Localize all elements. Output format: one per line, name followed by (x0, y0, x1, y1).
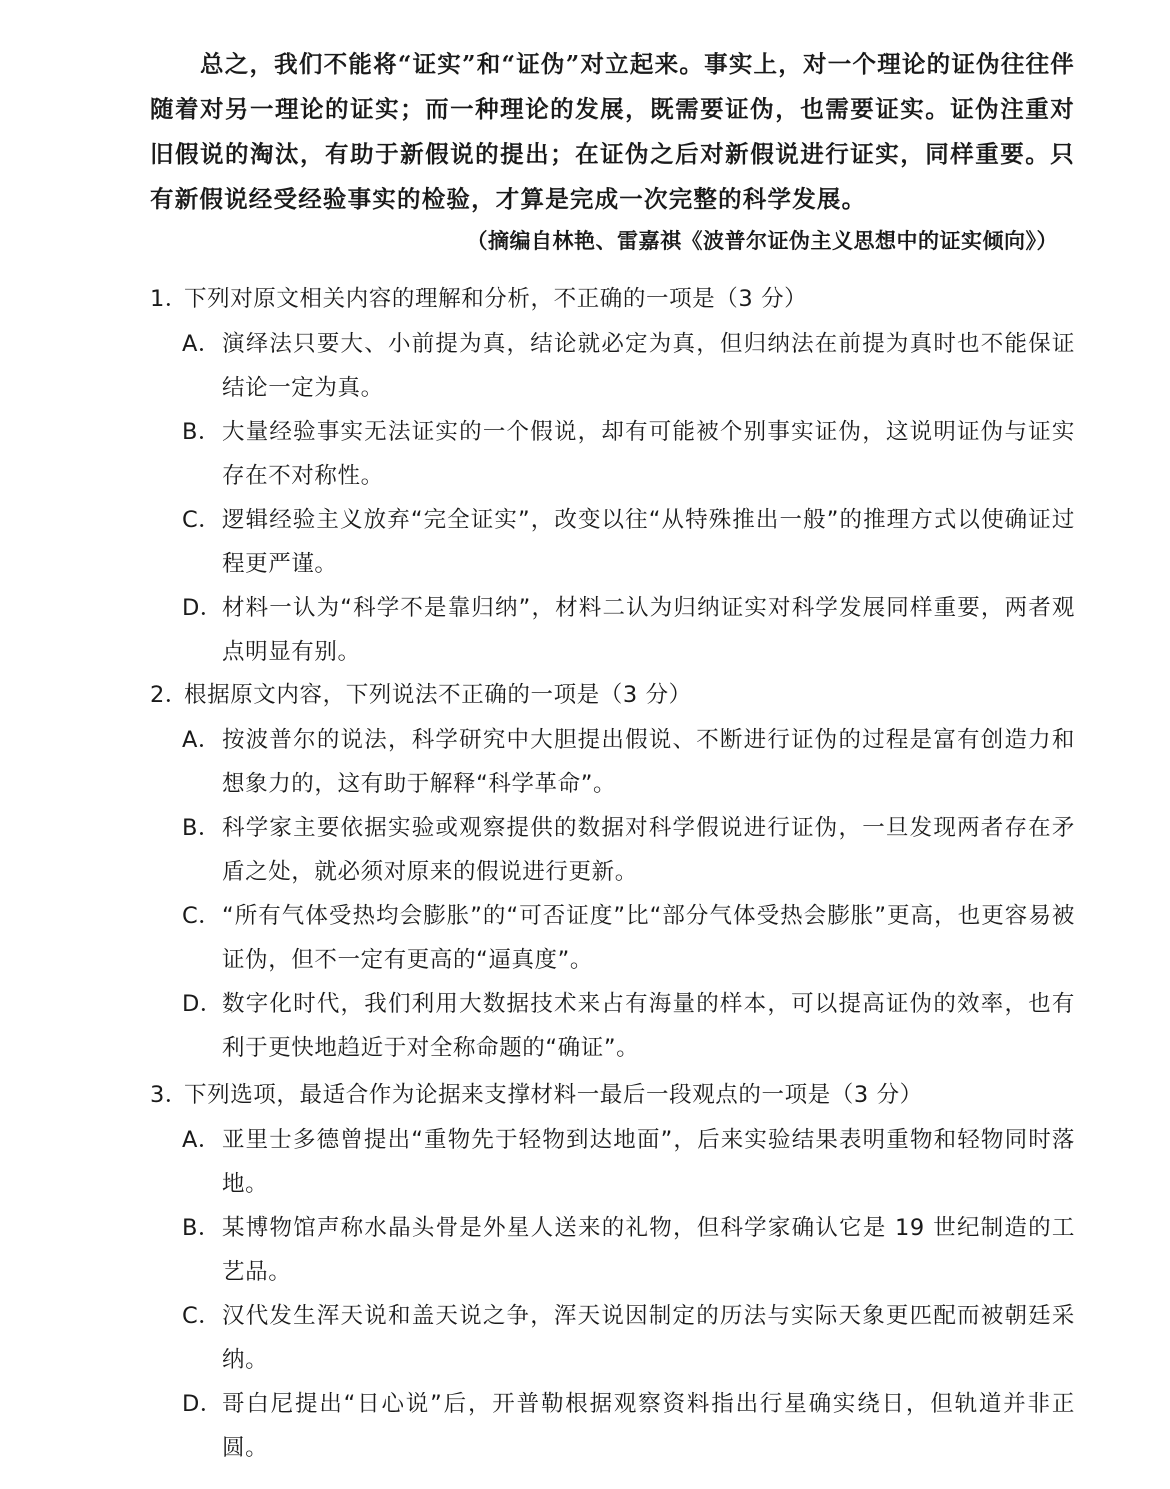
question-stem (150, 284, 1075, 314)
option-text: 数字化时代，我们利用大数据技术来占有海量的样本，可以提高证伪的效率，也有利于更快地趋近于对全称命题的“确证”。 (222, 991, 1075, 1061)
option-text: 材料一认为“科学不是靠归纳”，材料二认为归纳证实对科学发展同样重要，两者观点明显有别。 (222, 595, 1075, 665)
option-c[interactable] (182, 1294, 1075, 1382)
option-a[interactable] (182, 1118, 1075, 1206)
option-text: 大量经验事实无法证实的一个假说，却有可能被个别事实证伪，这说明证伪与证实存在不对称性。 (222, 419, 1075, 489)
question-stem (150, 1080, 1075, 1110)
option-text: 按波普尔的说法，科学研究中大胆提出假说、不断进行证伪的过程是富有创造力和想象力的，这有助于解释“科学革命”。 (222, 727, 1075, 797)
passage-paragraph: 总之，我们不能将“证实”和“证伪”对立起来。事实上，对一个理论的证伪往往伴随着对另一理论的证实；而一种理论的发展，既需要证伪，也需要证实。证伪注重对旧假说的淘汰，有助于新假说的提出；在证伪之后对新假说进行证实，同样重要。只有新假说经受经验事实的检验，才算是完成一次完整的科学发展。 (150, 50, 1075, 213)
question-2 (150, 680, 1075, 1070)
question-number: 3． (150, 1082, 189, 1108)
option-d[interactable] (182, 586, 1075, 674)
question-stem (150, 680, 1075, 710)
option-label: A． (182, 727, 222, 753)
option-text: 亚里士多德曾提出“重物先于轻物到达地面”，后来实验结果表明重物和轻物同时落地。 (222, 1127, 1075, 1197)
option-a[interactable] (182, 718, 1075, 806)
option-label: B． (182, 815, 222, 841)
option-label: B． (182, 1215, 222, 1241)
question-3 (150, 1080, 1075, 1470)
option-text: 某博物馆声称水晶头骨是外星人送来的礼物，但科学家确认它是 19 世纪制造的工艺品。 (222, 1215, 1075, 1285)
option-label: D． (182, 991, 224, 1017)
option-label: C． (182, 507, 222, 533)
option-label: D． (182, 1391, 224, 1417)
option-label: A． (182, 331, 222, 357)
question-text: 下列对原文相关内容的理解和分析，不正确的一项是（3 分） (184, 286, 808, 312)
question-text: 下列选项，最适合作为论据来支撑材料一最后一段观点的一项是（3 分） (184, 1082, 923, 1108)
option-label: C． (182, 903, 222, 929)
question-1 (150, 284, 1075, 674)
option-label: C． (182, 1303, 222, 1329)
question-text: 根据原文内容，下列说法不正确的一项是（3 分） (184, 682, 692, 708)
option-label: B． (182, 419, 222, 445)
option-c[interactable] (182, 498, 1075, 586)
option-text: 逻辑经验主义放弃“完全证实”，改变以往“从特殊推出一般”的推理方式以使确证过程更严谨。 (222, 507, 1075, 577)
option-b[interactable] (182, 1206, 1075, 1294)
option-text: 汉代发生浑天说和盖天说之争，浑天说因制定的历法与实际天象更匹配而被朝廷采纳。 (222, 1303, 1075, 1373)
option-text: “所有气体受热均会膨胀”的“可否证度”比“部分气体受热会膨胀”更高，也更容易被证伪，但不一定有更高的“逼真度”。 (222, 903, 1075, 973)
passage-source: （摘编自林艳、雷嘉祺《波普尔证伪主义思想中的证实倾向》） (466, 229, 1058, 253)
option-label: A． (182, 1127, 222, 1153)
option-text: 科学家主要依据实验或观察提供的数据对科学假说进行证伪，一旦发现两者存在矛盾之处，就必须对原来的假说进行更新。 (222, 815, 1075, 885)
option-label: D． (182, 595, 224, 621)
question-number: 2． (150, 682, 189, 708)
option-d[interactable] (182, 982, 1075, 1070)
option-d[interactable] (182, 1382, 1075, 1470)
option-text: 演绎法只要大、小前提为真，结论就必定为真，但归纳法在前提为真时也不能保证结论一定为真。 (222, 331, 1075, 401)
option-b[interactable] (182, 806, 1075, 894)
option-text: 哥白尼提出“日心说”后，开普勒根据观察资料指出行星确实绕日，但轨道并非正圆。 (222, 1391, 1075, 1461)
question-number: 1． (150, 286, 189, 312)
option-a[interactable] (182, 322, 1075, 410)
option-c[interactable] (182, 894, 1075, 982)
option-b[interactable] (182, 410, 1075, 498)
